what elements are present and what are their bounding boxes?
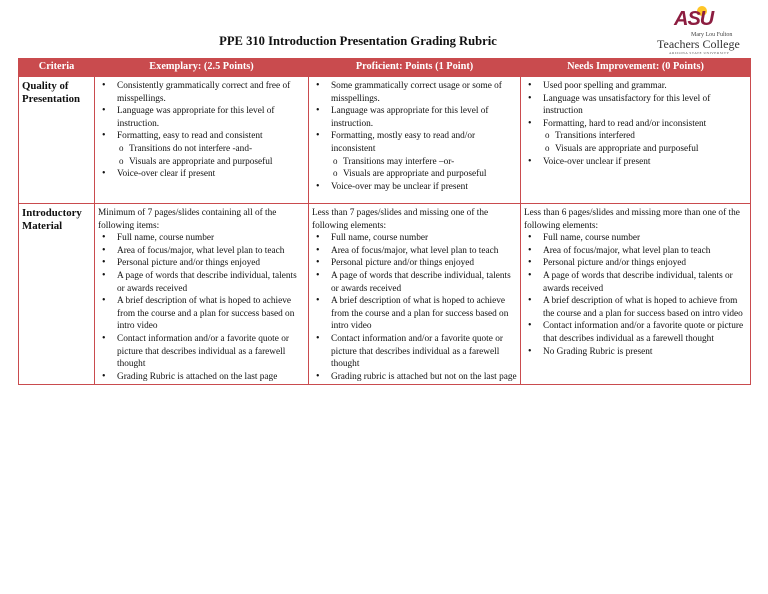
list-item: • Formatting, mostly easy to read and/or inconsistent (312, 130, 517, 155)
list-item: • Area of focus/major, what level plan to teach (312, 245, 517, 258)
rubric-cell (95, 204, 309, 385)
list-item: • Full name, course number (524, 232, 747, 245)
table-row (19, 204, 751, 385)
list-item: • Contact information and/or a favorite quote or picture that describes individual as a farewell thought (312, 333, 517, 371)
list-item: • Area of focus/major, what level plan to teach (98, 245, 305, 258)
criteria-list (312, 80, 517, 193)
list-item: • Formatting, hard to read and/or inconsistent (524, 118, 747, 131)
list-item: • Full name, course number (98, 232, 305, 245)
list-item: • Voice-over unclear if present (524, 156, 747, 169)
list-item: • No Grading Rubric is present (524, 346, 747, 359)
list-item: • Area of focus/major, what level plan to teach (524, 245, 747, 258)
list-item: o Transitions do not interfere -and- (98, 143, 305, 156)
rubric-cell (309, 77, 521, 204)
list-item: • Contact information and/or a favorite quote or picture that describes individual as a farewell thought (524, 320, 747, 345)
list-item: • Voice-over may be unclear if present (312, 181, 517, 194)
rubric-cell (95, 77, 309, 204)
list-item: • Grading rubric is attached but not on the last page (312, 371, 517, 384)
header-row (19, 59, 751, 77)
list-item: • Personal picture and/or things enjoyed (312, 257, 517, 270)
rubric-cell (521, 204, 751, 385)
list-item: • Some grammatically correct usage or some of misspellings. (312, 80, 517, 105)
list-item: o Transitions interfered (524, 130, 747, 143)
logo-line3: ARIZONA STATE UNIVERSITY (669, 51, 730, 55)
list-item: • Full name, course number (312, 232, 517, 245)
list-item: • A brief description of what is hoped to achieve from the course and a plan for success based on intro video (98, 295, 305, 333)
criteria-cell: Quality of Presentation (19, 77, 95, 204)
list-item: • Language was appropriate for this level of instruction. (98, 105, 305, 130)
header-proficient: Proficient: Points (1 Point) (309, 59, 521, 77)
list-item: • Language was unsatisfactory for this level of instruction (524, 93, 747, 118)
rubric-cell (521, 77, 751, 204)
rubric-table (18, 58, 751, 385)
list-item: • Personal picture and/or things enjoyed (524, 257, 747, 270)
logo-line2: Teachers College (657, 37, 740, 51)
criteria-list (98, 232, 305, 383)
logo-brand: ASU (674, 8, 714, 30)
list-item: • Contact information and/or a favorite quote or picture that describes individual as a farewell thought (98, 333, 305, 371)
list-item: • A page of words that describe individual, talents or awards received (524, 270, 747, 295)
criteria-list (524, 80, 747, 168)
header-needs-improvement: Needs Improvement: (0 Points) (521, 59, 751, 77)
header-criteria: Criteria (19, 59, 95, 77)
header-exemplary: Exemplary: (2.5 Points) (95, 59, 309, 77)
rubric-cell (309, 204, 521, 385)
list-item: • Formatting, easy to read and consistent (98, 130, 305, 143)
table-row (19, 77, 751, 204)
logo-line1: Mary Lou Fulton (691, 32, 733, 38)
cell-intro: Less than 7 pages/slides and missing one of the following elements: (312, 208, 489, 231)
list-item: • A page of words that describe individual, talents or awards received (312, 270, 517, 295)
list-item: • A brief description of what is hoped to achieve from the course and a plan for success based on intro video (312, 295, 517, 333)
list-item: o Visuals are appropriate and purposeful (524, 143, 747, 156)
criteria-cell: Introductory Material (19, 204, 95, 385)
cell-intro: Less than 6 pages/slides and missing more than one of the following elements: (524, 208, 740, 231)
list-item: • Personal picture and/or things enjoyed (98, 257, 305, 270)
college-logo (655, 8, 740, 56)
list-item: • Language was appropriate for this level of instruction. (312, 105, 517, 130)
list-item: • A brief description of what is hoped to achieve from the course and a plan for success based on intro video (524, 295, 747, 320)
criteria-list (312, 232, 517, 383)
list-item: • Consistently grammatically correct and free of misspellings. (98, 80, 305, 105)
criteria-list (98, 80, 305, 181)
list-item: • Grading Rubric is attached on the last page (98, 371, 305, 384)
list-item: o Transitions may interfere –or- (312, 156, 517, 169)
page-title: PPE 310 Introduction Presentation Grading Rubric (219, 34, 497, 48)
list-item: • A page of words that describe individual, talents or awards received (98, 270, 305, 295)
list-item: • Voice-over clear if present (98, 168, 305, 181)
cell-intro: Minimum of 7 pages/slides containing all of the following items: (98, 208, 277, 231)
criteria-list (524, 232, 747, 358)
list-item: o Visuals are appropriate and purposeful (312, 168, 517, 181)
list-item: o Visuals are appropriate and purposeful (98, 156, 305, 169)
list-item: • Used poor spelling and grammar. (524, 80, 747, 93)
